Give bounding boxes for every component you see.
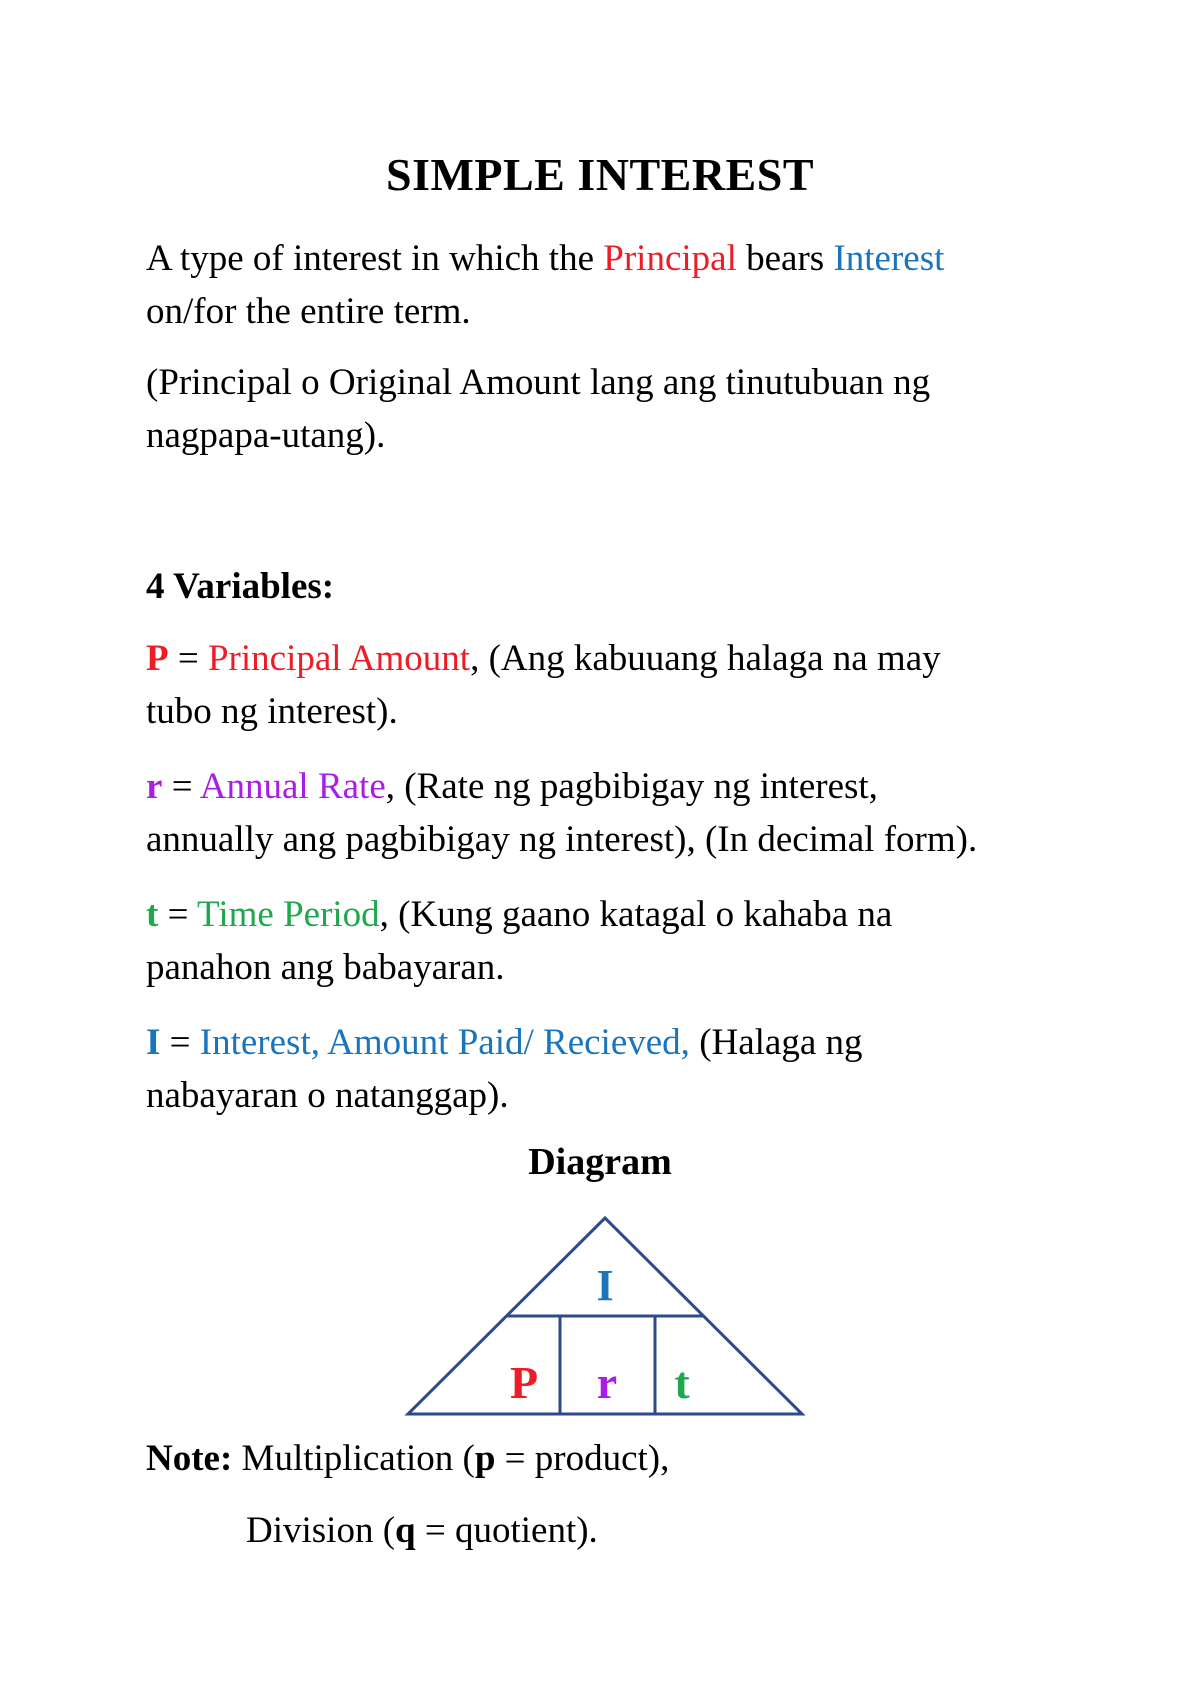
diagram-label-i: I bbox=[596, 1261, 614, 1310]
variable-symbol: I bbox=[146, 1022, 161, 1063]
principal-term: Principal bbox=[603, 238, 737, 279]
equals-sign: = bbox=[162, 766, 200, 807]
variable-i-line-1 bbox=[146, 1016, 1106, 1069]
equals-sign: = bbox=[168, 638, 208, 679]
definition-text: bears bbox=[736, 238, 834, 279]
note-q: q bbox=[395, 1510, 416, 1551]
variables-heading: 4 Variables: bbox=[146, 566, 335, 607]
tagalog-explanation bbox=[146, 356, 1106, 462]
variable-t bbox=[146, 888, 1106, 994]
variable-r-line-1 bbox=[146, 760, 1106, 813]
variable-p bbox=[146, 632, 1106, 738]
note-line-2 bbox=[246, 1504, 598, 1557]
definition-paragraph bbox=[146, 232, 1106, 338]
equals-sign: = bbox=[158, 894, 198, 935]
note-text: Division ( bbox=[246, 1510, 396, 1551]
interest-term: Interest bbox=[833, 238, 945, 279]
variable-symbol: P bbox=[146, 638, 169, 679]
diagram-label-r: r bbox=[596, 1357, 618, 1408]
variable-i bbox=[146, 1016, 1106, 1122]
variable-name: Interest, Amount Paid/ Recieved, bbox=[199, 1022, 690, 1063]
note-text: = quotient). bbox=[415, 1510, 598, 1551]
variable-name: Annual Rate bbox=[199, 766, 386, 807]
variable-p-line-1 bbox=[146, 632, 1106, 685]
diagram-title: Diagram bbox=[528, 1141, 672, 1183]
note-label: Note: bbox=[146, 1438, 233, 1479]
note-text: Multiplication ( bbox=[232, 1438, 475, 1479]
variable-description: , (Ang kabuuang halaga na may bbox=[470, 638, 941, 679]
variable-description: (Halaga ng bbox=[689, 1022, 863, 1063]
page-title: SIMPLE INTEREST bbox=[385, 149, 814, 200]
diagram-label-t: t bbox=[674, 1357, 690, 1408]
variable-name: Time Period bbox=[197, 894, 380, 935]
equals-sign: = bbox=[160, 1022, 200, 1063]
variable-r-line-2: annually ang pagbibigay ng interest), (In decimal form). bbox=[146, 819, 978, 860]
variable-name: Principal Amount bbox=[207, 638, 471, 679]
note-line-1 bbox=[146, 1432, 669, 1485]
diagram-label-p: P bbox=[509, 1357, 539, 1408]
definition-text: A type of interest in which the bbox=[146, 238, 604, 279]
variable-description: , (Rate ng pagbibigay ng interest, bbox=[385, 766, 878, 807]
definition-line-2: on/for the entire term. bbox=[146, 291, 471, 332]
variable-p-line-2: tubo ng interest). bbox=[146, 691, 398, 732]
interest-triangle-diagram bbox=[400, 1210, 810, 1420]
variable-description: , (Kung gaano katagal o kahaba na bbox=[379, 894, 893, 935]
tagalog-line-1: (Principal o Original Amount lang ang tinutubuan ng bbox=[146, 362, 931, 403]
definition-line-1 bbox=[146, 232, 1106, 285]
variable-symbol: r bbox=[146, 766, 163, 807]
note-text: = product), bbox=[495, 1438, 670, 1479]
variable-r bbox=[146, 760, 1106, 866]
note-p: p bbox=[474, 1438, 496, 1479]
variable-t-line-1 bbox=[146, 888, 1106, 941]
variable-t-line-2: panahon ang babayaran. bbox=[146, 947, 505, 988]
variable-i-line-2: nabayaran o natanggap). bbox=[146, 1075, 509, 1116]
variable-symbol: t bbox=[146, 894, 159, 935]
tagalog-line-2: nagpapa-utang). bbox=[146, 415, 386, 456]
